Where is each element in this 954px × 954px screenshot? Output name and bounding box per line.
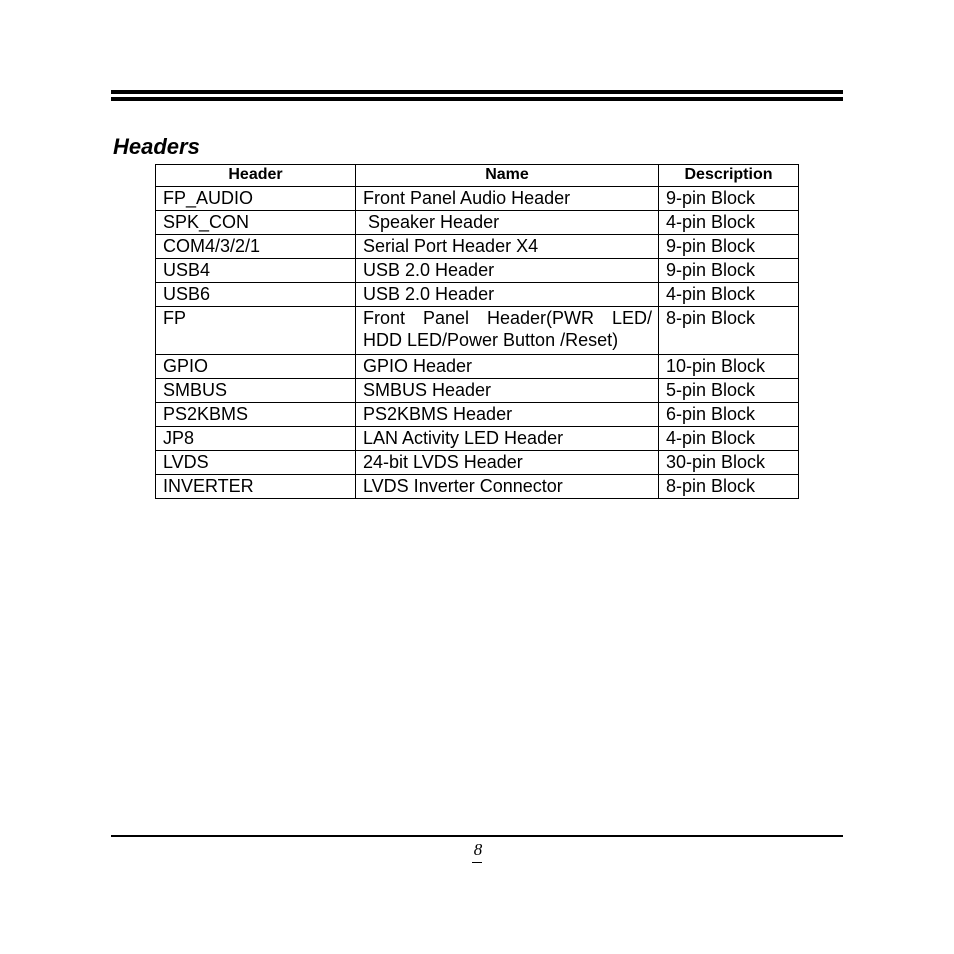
name-cell: Speaker Header (356, 211, 659, 235)
column-header-description: Description (659, 165, 799, 187)
header-cell: LVDS (156, 451, 356, 475)
description-cell: 4-pin Block (659, 283, 799, 307)
table-row (156, 427, 799, 451)
header-cell: INVERTER (156, 475, 356, 499)
section-title: Headers (113, 134, 200, 159)
header-cell: GPIO (156, 355, 356, 379)
description-cell: 8-pin Block (659, 307, 799, 355)
description-cell: 9-pin Block (659, 187, 799, 211)
header-cell: USB4 (156, 259, 356, 283)
name-cell: GPIO Header (356, 355, 659, 379)
name-cell: SMBUS Header (356, 379, 659, 403)
header-rule-bottom (111, 97, 843, 101)
name-cell: LAN Activity LED Header (356, 427, 659, 451)
table-row (156, 355, 799, 379)
description-cell: 5-pin Block (659, 379, 799, 403)
header-cell: COM4/3/2/1 (156, 235, 356, 259)
name-cell: Front Panel Header(PWR LED/ HDD LED/Power Button /Reset) (356, 307, 659, 355)
name-cell: LVDS Inverter Connector (356, 475, 659, 499)
name-cell: Front Panel Audio Header (356, 187, 659, 211)
description-cell: 4-pin Block (659, 211, 799, 235)
page-number: 8 (473, 840, 483, 859)
table-row (156, 259, 799, 283)
table-row (156, 235, 799, 259)
description-cell: 6-pin Block (659, 403, 799, 427)
header-cell: USB6 (156, 283, 356, 307)
table-row (156, 283, 799, 307)
page-number-underline (472, 862, 482, 863)
description-cell: 10-pin Block (659, 355, 799, 379)
description-cell: 9-pin Block (659, 235, 799, 259)
name-cell: USB 2.0 Header (356, 259, 659, 283)
description-cell: 30-pin Block (659, 451, 799, 475)
description-cell: 8-pin Block (659, 475, 799, 499)
name-cell: Serial Port Header X4 (356, 235, 659, 259)
table-row (156, 451, 799, 475)
description-cell: 4-pin Block (659, 427, 799, 451)
table-row (156, 211, 799, 235)
header-cell: SPK_CON (156, 211, 356, 235)
name-cell: 24-bit LVDS Header (356, 451, 659, 475)
table-row (156, 307, 799, 355)
column-header-header: Header (156, 165, 356, 187)
table-row (156, 475, 799, 499)
header-cell: JP8 (156, 427, 356, 451)
header-rule-top (111, 90, 843, 94)
header-cell: FP (156, 307, 356, 355)
name-cell: USB 2.0 Header (356, 283, 659, 307)
table-row (156, 403, 799, 427)
table-row (156, 379, 799, 403)
header-cell: PS2KBMS (156, 403, 356, 427)
table-row (156, 187, 799, 211)
table-header-row (156, 165, 799, 187)
column-header-name: Name (356, 165, 659, 187)
header-cell: FP_AUDIO (156, 187, 356, 211)
description-cell: 9-pin Block (659, 259, 799, 283)
footer-rule (111, 835, 843, 837)
header-cell: SMBUS (156, 379, 356, 403)
name-cell: PS2KBMS Header (356, 403, 659, 427)
headers-table (155, 164, 799, 499)
